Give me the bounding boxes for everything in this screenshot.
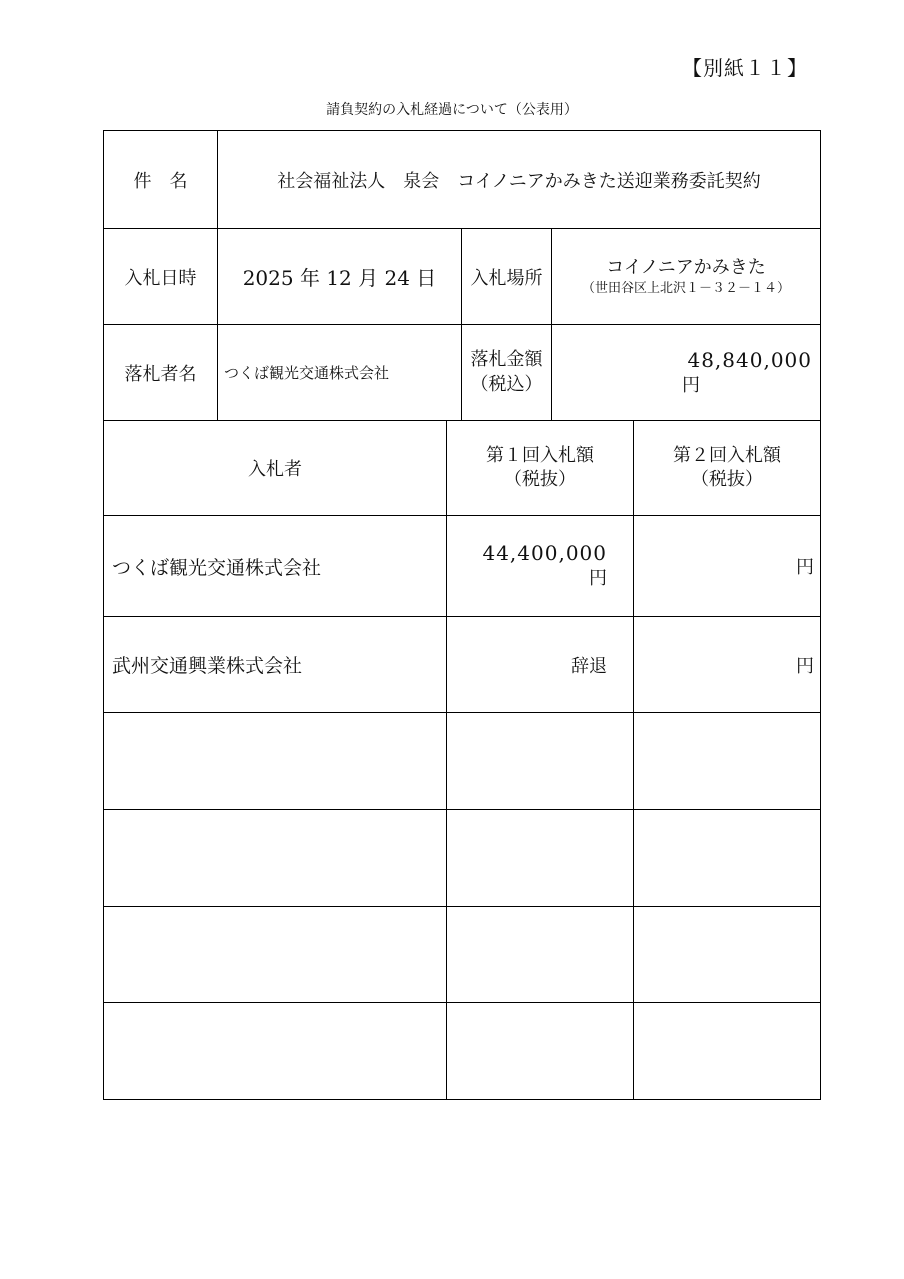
round1-amount: 44,400,000 [482, 541, 607, 566]
empty-cell [634, 713, 820, 809]
empty-cell [634, 810, 820, 906]
table-row-empty [104, 1003, 820, 1099]
place-address: （世田谷区上北沢１－３２－１４） [581, 280, 790, 296]
empty-cell [447, 713, 634, 809]
empty-cell [104, 1003, 447, 1099]
round1-amount-cell [447, 516, 634, 616]
table-row-empty [104, 713, 820, 810]
award-unit: 円 [682, 374, 700, 396]
empty-cell [104, 810, 447, 906]
table-row [104, 516, 820, 617]
empty-cell [634, 1003, 820, 1099]
bids-header-row [104, 421, 820, 516]
empty-cell [634, 907, 820, 1002]
bidder-name: 武州交通興業株式会社 [104, 617, 447, 712]
winner-value: つくば観光交通株式会社 [218, 325, 462, 420]
winner-label: 落札者名 [104, 325, 218, 420]
date-place-row [104, 229, 820, 325]
document-title: 請負契約の入札経過について（公表用） [326, 102, 578, 118]
empty-cell [104, 907, 447, 1002]
award-label-line1: 落札金額 [470, 349, 543, 371]
round2-amount-cell: 円 [796, 557, 814, 578]
award-amount-cell [552, 325, 820, 420]
empty-cell [104, 713, 447, 809]
bid-result-table [103, 130, 821, 1100]
bidder-name: つくば観光交通株式会社 [104, 516, 447, 616]
subject-value: 社会福祉法人 泉会 コイノニアかみきた送迎業務委託契約 [277, 170, 761, 192]
award-amount: 48,840,000 [687, 347, 812, 372]
col-round1-line2: （税抜） [504, 469, 576, 490]
round1-unit: 円 [589, 568, 607, 590]
subject-label: 件 名 [104, 131, 218, 228]
table-row-empty [104, 810, 820, 907]
table-row-empty [104, 907, 820, 1003]
award-label-line2: （税込） [470, 373, 543, 395]
place-label: 入札場所 [462, 229, 552, 324]
col-bidder-header: 入札者 [104, 421, 447, 515]
col-round1-line1: 第１回入札額 [486, 444, 594, 466]
round1-amount-cell: 辞退 [447, 617, 634, 712]
empty-cell [447, 1003, 634, 1099]
empty-cell [447, 810, 634, 906]
subject-row [104, 131, 820, 229]
annex-label: 【別紙１１】 [682, 56, 808, 80]
col-round2-line1: 第２回入札額 [673, 444, 781, 466]
award-label [462, 325, 552, 420]
table-row [104, 617, 820, 713]
winner-row [104, 325, 820, 421]
place-cell [552, 229, 820, 324]
empty-cell [447, 907, 634, 1002]
round2-amount-cell: 円 [796, 655, 814, 677]
col-round1-header [447, 421, 634, 515]
date-value: 2025 年 12 月 24 日 [218, 229, 462, 324]
col-round2-header [634, 421, 820, 515]
place-value: コイノニアかみきた [606, 256, 766, 278]
col-round2-line2: （税抜） [691, 469, 763, 490]
date-label: 入札日時 [104, 229, 218, 324]
